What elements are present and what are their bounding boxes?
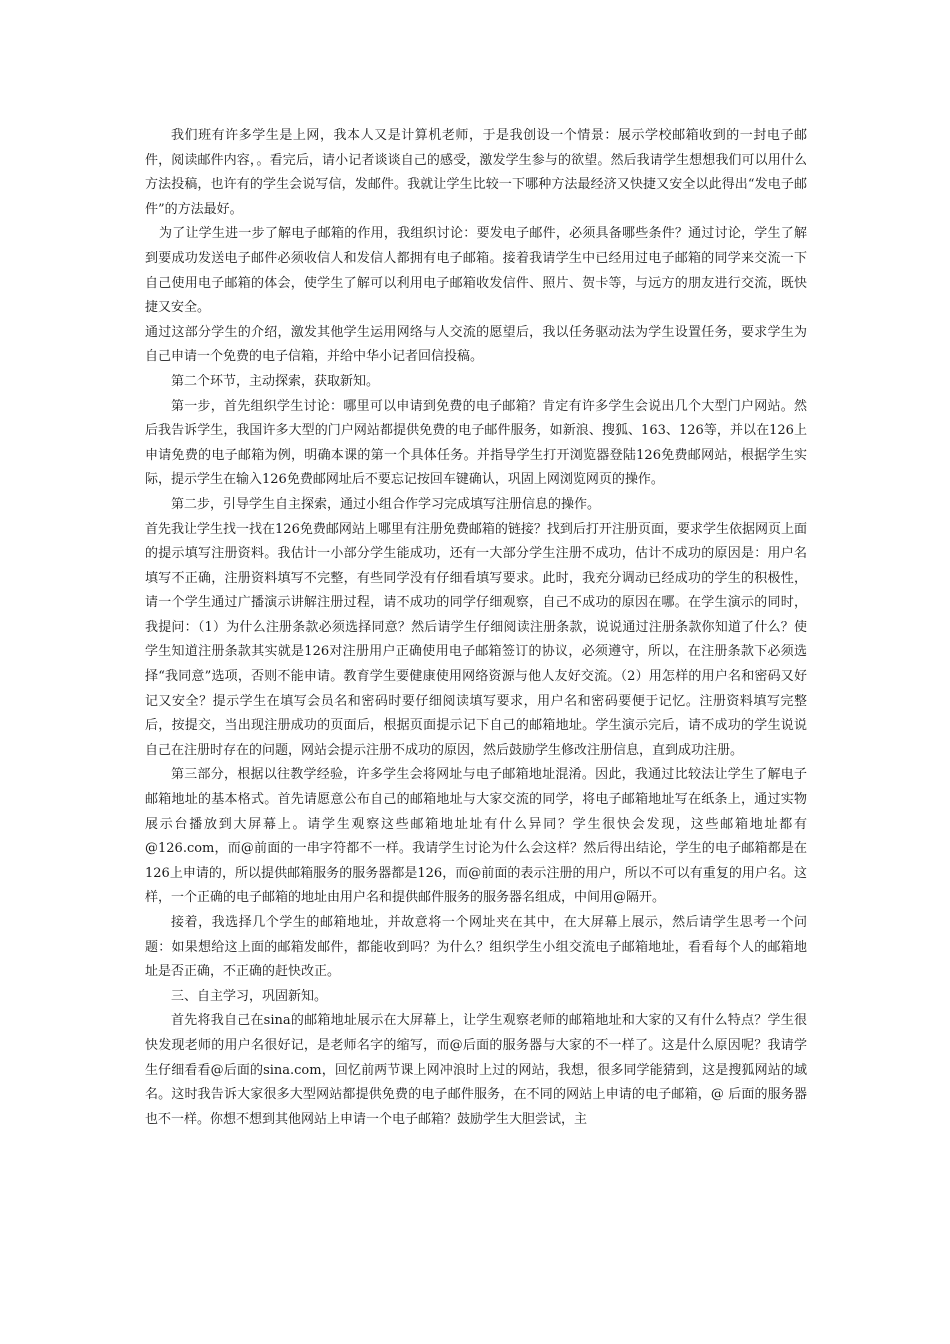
- paragraph-10-section-heading: 三、自主学习，巩固新知。: [171, 988, 328, 1004]
- paragraph-9: 接着，我选择几个学生的邮箱地址，并故意将一个网址夹在其中，在大屏幕上展示，然后请学生思考一个问题：如果想给这上面的邮箱发邮件，都能收到吗？为什么？组织学生小组交流电子邮箱地址，看看每个人的邮箱地址是否正确，不正确的赶快改正。: [145, 915, 807, 980]
- paragraph-7: 首先我让学生找一找在126免费邮网站上哪里有注册免费邮箱的链接？找到后打开注册页面，要求学生依据网页上面的提示填写注册资料。我估计一小部分学生能成功，还有一大部分学生注册不成功，估计不成功的原因是：用户名填写不正确，注册资料填写不完整，有些同学没有仔细看填写要求。此时，我充分调动已经成功的学生的积极性，请一个学生通过广播演示讲解注册过程，请不成功的同学仔细观察，自己不成功的原因在哪。在学生演示的同时，我提问：（1）为什么注册条款必须选择同意？然后请学生仔细阅读注册条款，说说通过注册条款你知道了什么？使学生知道注册条款其实就是126对注册用户正确使用电子邮箱签订的协议，必须遵守，所以，在注册条款下必须选择“我同意”选项，否则不能申请。教育学生要健康使用网络资源与他人友好交流。（2）用怎样的用户名和密码又好记又安全？提示学生在填写会员名和密码时要仔细阅读填写要求，用户名和密码要便于记忆。注册资料填写完整后，按提交，当出现注册成功的页面后，根据页面提示记下自己的邮箱地址。学生演示完后，请不成功的学生说说自己在注册时存在的问题，网站会提示注册不成功的原因，然后鼓励学生修改注册信息，直到成功注册。: [145, 521, 807, 758]
- paragraph-6: 第二步，引导学生自主探索，通过小组合作学习完成填写注册信息的操作。: [171, 496, 601, 512]
- document-body: [145, 124, 807, 1132]
- paragraph-3: 通过这部分学生的介绍，激发其他学生运用网络与人交流的愿望后，我以任务驱动法为学生设置任务，要求学生为自己申请一个免费的电子信箱，并给中华小记者回信投稿。: [145, 324, 807, 365]
- paragraph-4-section-heading: 第二个环节，主动探索，获取新知。: [171, 373, 380, 389]
- paragraph-1: 我们班有许多学生是上网，我本人又是计算机老师，于是我创设一个情景：展示学校邮箱收到的一封电子邮件，阅读邮件内容，。看完后，请小记者谈谈自己的感受，激发学生参与的欲望。然后我请学生想想我们可以用什么方法投稿，也许有的学生会说写信，发邮件。我就让学生比较一下哪种方法最经济又快捷又安全以此得出“发电子邮件”的方法最好。: [145, 128, 807, 217]
- paragraph-5: 第一步，首先组织学生讨论：哪里可以申请到免费的电子邮箱？肯定有许多学生会说出几个大型门户网站。然后我告诉学生，我国许多大型的门户网站都提供免费的电子邮件服务，如新浪、搜狐、163、126等，并以在126上申请免费的电子邮箱为例，明确本课的第一个具体任务。并指导学生打开浏览器登陆126免费邮网站，根据学生实际，提示学生在输入126免费邮网址后不要忘记按回车键确认，巩固上网浏览网页的操作。: [145, 398, 807, 488]
- paragraph-8: 第三部分，根据以往教学经验，许多学生会将网址与电子邮箱地址混淆。因此，我通过比较法让学生了解电子邮箱地址的基本格式。首先请愿意公布自己的邮箱地址与大家交流的同学，将电子邮箱地址写在纸条上，通过实物展示台播放到大屏幕上。请学生观察这些邮箱地址址有什么异同？学生很快会发现，这些邮箱地址都有@126.com，而@前面的一串字符都不一样。我请学生讨论为什么会这样？然后得出结论，学生的电子邮箱都是在126上申请的，所以提供邮箱服务的服务器都是126，而@前面的表示注册的用户，所以不可以有重复的用户名。这样，一个正确的电子邮箱的地址由用户名和提供邮件服务的服务器名组成，中间用@隔开。: [145, 767, 807, 906]
- paragraph-2: 为了让学生进一步了解电子邮箱的作用，我组织讨论：要发电子邮件，必须具备哪些条件？通过讨论，学生了解到要成功发送电子邮件必须收信人和发信人都拥有电子邮箱。接着我请学生中已经用过电子邮箱的同学来交流一下自己使用电子邮箱的体会，使学生了解可以利用电子邮箱收发信件、照片、贺卡等，与远方的朋友进行交流，既快捷又安全。: [145, 226, 807, 316]
- paragraph-11: 首先将我自己在sina的邮箱地址展示在大屏幕上，让学生观察老师的邮箱地址和大家的又有什么特点？学生很快发现老师的用户名很好记，是老师名字的缩写，而@后面的服务器与大家的不一样了。这是什么原因呢？我请学生仔细看看@后面的sina.com，回忆前两节课上网冲浪时上过的网站，我想，很多同学能猜到，这是搜狐网站的域名。这时我告诉大家很多大型网站都提供免费的电子邮件服务，在不同的网站上申请的电子邮箱，@ 后面的服务器也不一样。你想不想到其他网站上申请一个电子邮箱？鼓励学生大胆尝试，主: [145, 1013, 807, 1127]
